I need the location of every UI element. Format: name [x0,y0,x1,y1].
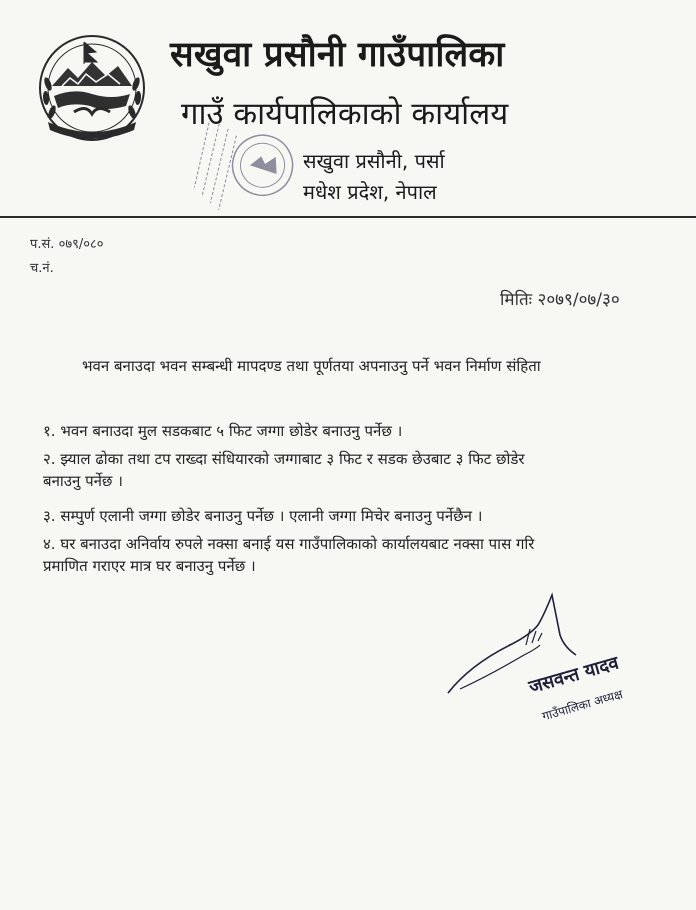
address-line-1: सखुवा प्रसौनी, पर्सा [303,149,445,173]
point-4 [43,533,673,577]
point-4-line-2: प्रमाणित गराएर मात्र घर बनाउनु पर्नेछ । [43,557,256,575]
point-4-line-1: ४. घर बनाउदा अनिर्वाय रुपले नक्सा बनाई यस गाउँपालिकाको कार्यालयबाट नक्सा पास गरि [43,535,535,553]
point-1: १. भवन बनाउदा मुल सडकबाट ५ फिट जग्गा छोडेर बनाउनु पर्नेछ । [43,422,403,440]
office-subtitle: गाउँ कार्यपालिकाको कार्यालय [181,96,509,132]
dispatch-number: च.नं. [30,261,54,276]
letterhead-divider [0,216,696,218]
official-stamp [180,118,320,238]
nepal-emblem-icon [34,34,150,142]
point-2-line-2: बनाउनु पर्नेछ । [43,472,123,490]
letter-subject: भवन बनाउदा भवन सम्बन्धी मापदण्ड तथा पूर्णतया अपनाउनु पर्ने भवन निर्माण संहिता [82,357,541,375]
point-2 [43,448,683,492]
signatory-name: जसवन्त यादव [526,652,622,699]
point-2-line-1: २. झ्याल ढोका तथा टप राख्दा संधियारको जग्गाबाट ३ फिट र सडक छेउबाट ३ फिट छोडेर [43,450,525,468]
letter-date: मितिः २०७९/०७/३० [500,290,620,310]
office-title: सखुवा प्रसौनी गाउँपालिका [170,35,505,75]
reference-number: प.सं. ०७९/०८० [30,237,104,252]
point-3: ३. सम्पुर्ण एलानी जग्गा छोडेर बनाउनु पर्नेछ । एलानी जग्गा मिचेर बनाउनु पर्नेछैन । [43,507,483,525]
address-line-2: मधेश प्रदेश, नेपाल [303,180,437,204]
signatory-designation: गाउँपालिका अध्यक्ष [540,687,625,724]
